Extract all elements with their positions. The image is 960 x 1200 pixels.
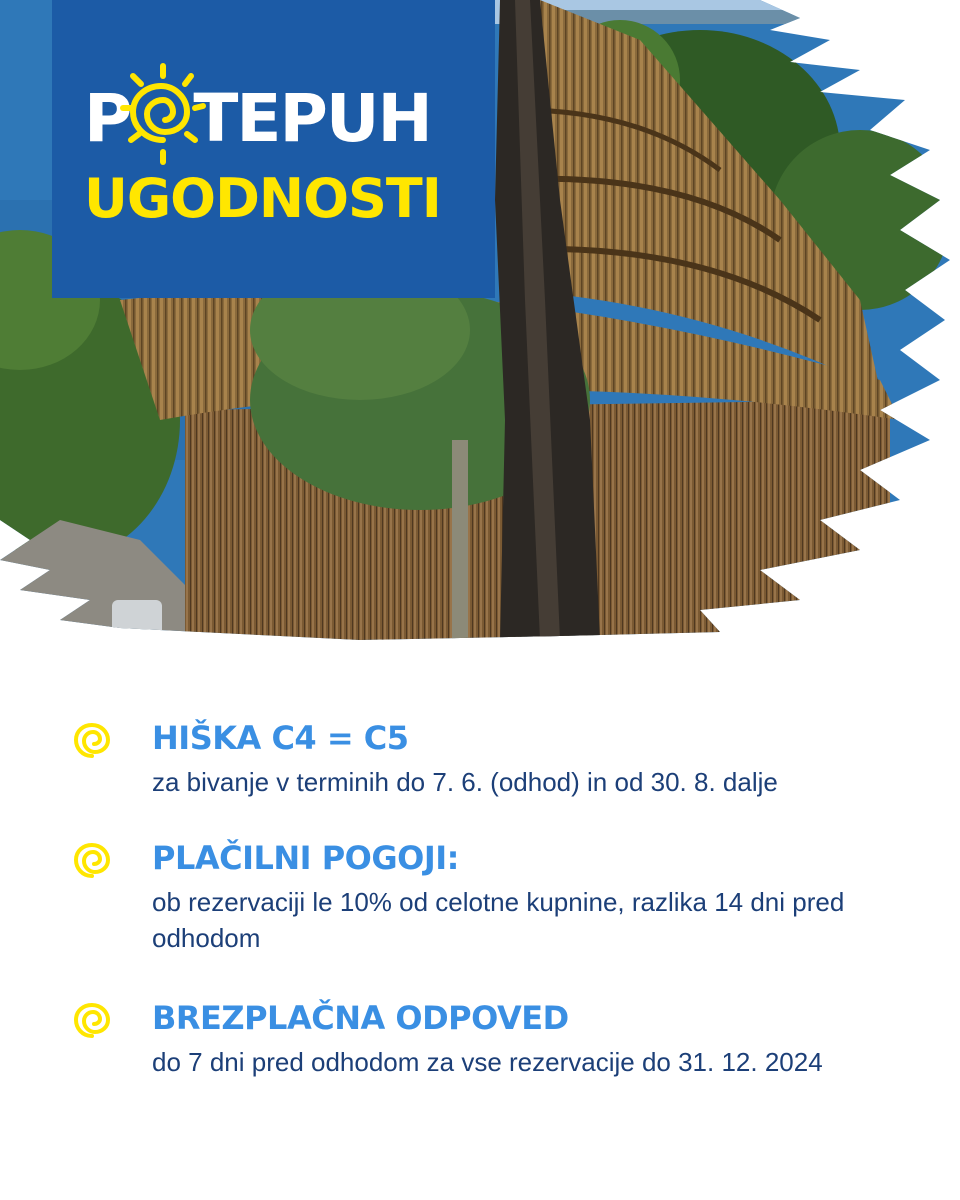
spiral-sun-icon	[72, 1000, 112, 1040]
sun-logo-icon	[131, 84, 191, 154]
spiral-sun-icon	[72, 720, 112, 760]
offer-title: BREZPLAČNA ODPOVED	[152, 999, 569, 1037]
brand-tagline: UGODNOSTI	[84, 167, 441, 230]
offer-title: HIŠKA C4 = C5	[152, 719, 409, 757]
title-panel	[52, 0, 495, 298]
brand-name-start: P	[84, 80, 131, 157]
brand-name-end: TEPUH	[193, 80, 431, 157]
brand-logo	[84, 80, 431, 157]
offer-description: ob rezervaciji le 10% od celotne kupnine, razlika 14 dni pred odhodom	[152, 887, 845, 953]
offer-description: do 7 dni pred odhodom za vse rezervacije do 31. 12. 2024	[152, 1047, 823, 1077]
spiral-sun-icon	[72, 840, 112, 880]
offer-description: za bivanje v terminih do 7. 6. (odhod) in od 30. 8. dalje	[152, 767, 778, 797]
offer-title: PLAČILNI POGOJI:	[152, 839, 459, 877]
